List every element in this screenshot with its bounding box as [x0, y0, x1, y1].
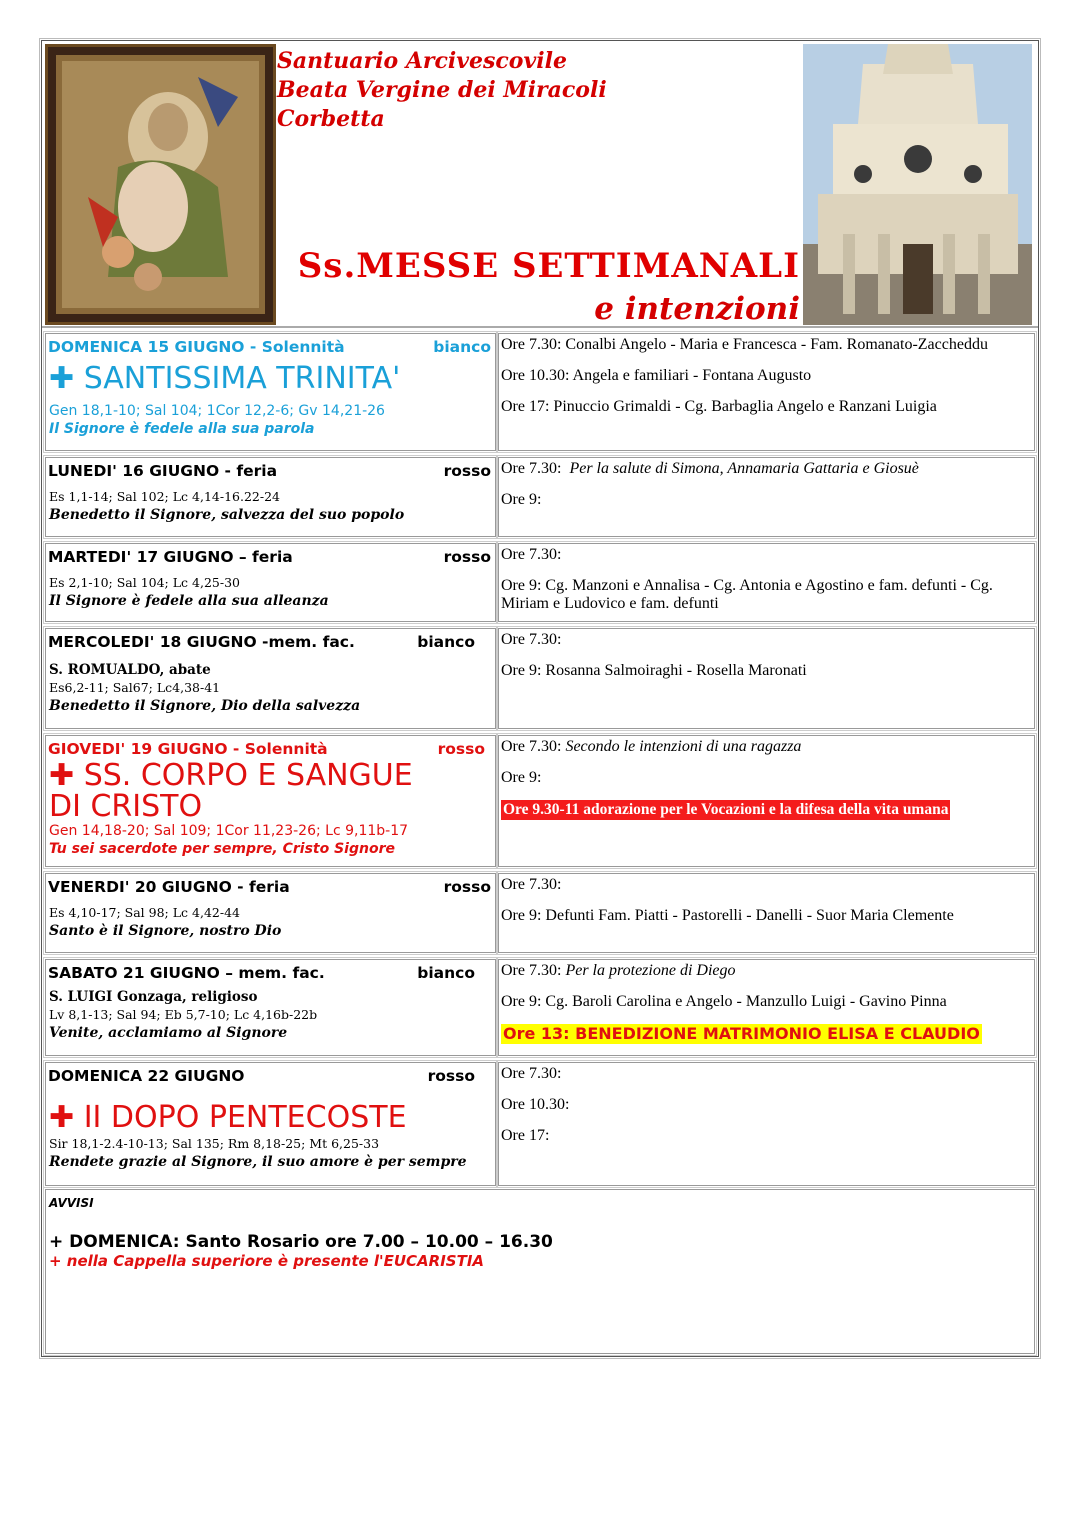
- notices-box: [45, 1189, 1035, 1354]
- mass-line: Ore 9: Cg. Baroli Carolina e Angelo - Manzullo Luigi - Gavino Pinna: [501, 993, 947, 1010]
- mass-line: Ore 7.30: Conalbi Angelo - Maria e Francesca - Fam. Romanato-Zaccheddu: [501, 336, 988, 353]
- mass-line: Ore 9: Rosanna Salmoiraghi - Rosella Maronati: [501, 662, 807, 679]
- mass-cell: [498, 457, 1035, 537]
- cross-icon: ✚: [49, 1100, 75, 1135]
- day-heading: DOMENICA 15 GIUGNO - Solennità bianco: [48, 338, 491, 356]
- page-subtitle: e intenzioni: [594, 291, 800, 327]
- day-cell: [45, 333, 496, 451]
- mass-cell: [498, 873, 1035, 953]
- day-heading: MERCOLEDI' 18 GIUGNO -mem. fac. bianco: [48, 633, 475, 651]
- church-photo: [803, 44, 1032, 325]
- feast-title: ✚ SS. CORPO E SANGUE DI CRISTO: [49, 758, 413, 824]
- day-heading: LUNEDI' 16 GIUGNO - feria rosso: [48, 462, 491, 480]
- mass-line: Ore 7.30:: [501, 631, 562, 648]
- page-frame: [41, 40, 1039, 1357]
- table-row: [42, 1059, 1038, 1189]
- painting-image: [45, 44, 276, 325]
- readings: Es 2,1-10; Sal 104; Lc 4,25-30: [49, 575, 240, 590]
- day-cell: [45, 735, 496, 867]
- mass-line: Ore 7.30:: [501, 546, 562, 563]
- feast-title: ✚ SANTISSIMA TRINITA': [49, 361, 401, 396]
- liturgical-color: rosso: [443, 462, 491, 480]
- liturgical-color: rosso: [437, 740, 485, 758]
- mass-line: Ore 7.30: Per la salute di Simona, Annamaria Gattaria e Giosuè: [501, 460, 919, 477]
- readings: Es6,2-11; Sal67; Lc4,38-41: [49, 680, 221, 695]
- table-row: [42, 732, 1038, 870]
- day-cell: [45, 457, 496, 537]
- mass-line: Ore 9:: [501, 491, 542, 508]
- mass-line: Ore 7.30:: [501, 876, 562, 893]
- saint-name: S. ROMUALDO, abate: [49, 662, 211, 678]
- eucharist-notice: + nella Cappella superiore è presente l'EUCARISTIA: [49, 1252, 485, 1270]
- day-cell: [45, 873, 496, 953]
- mass-cell: [498, 543, 1035, 622]
- rosary-notice: + DOMENICA: Santo Rosario ore 7.00 – 10.00 – 16.30: [49, 1232, 553, 1252]
- readings: Lv 8,1-13; Sal 94; Eb 5,7-10; Lc 4,16b-22b: [49, 1007, 318, 1022]
- readings: Es 1,1-14; Sal 102; Lc 4,14-16.22-24: [49, 489, 280, 504]
- liturgical-color: rosso: [443, 878, 491, 896]
- motto: Santo è il Signore, nostro Dio: [49, 923, 282, 939]
- liturgical-color: bianco: [417, 633, 475, 651]
- feast-title: ✚ II DOPO PENTECOSTE: [49, 1100, 407, 1135]
- adoration-notice: Ore 9.30-11 adorazione per le Vocazioni e la difesa della vita umana: [503, 801, 949, 818]
- mass-line: Ore 7.30: Per la protezione di Diego: [501, 962, 736, 979]
- readings: Es 4,10-17; Sal 98; Lc 4,42-44: [49, 905, 240, 920]
- page-title: Ss.MESSE SETTIMANALI: [297, 246, 800, 286]
- day-heading: DOMENICA 22 GIUGNO rosso: [48, 1067, 475, 1085]
- mass-cell: [498, 628, 1035, 729]
- motto: Tu sei sacerdote per sempre, Cristo Signore: [49, 841, 395, 857]
- mass-line: Ore 7.30:: [501, 1065, 562, 1082]
- mass-cell: [498, 1062, 1035, 1186]
- day-heading: GIOVEDI' 19 GIUGNO - Solennità rosso: [48, 740, 485, 758]
- day-heading: MARTEDI' 17 GIUGNO – feria rosso: [48, 548, 491, 566]
- mass-line: Ore 9: Cg. Manzoni e Annalisa - Cg. Antonia e Agostino e fam. defunti - Cg. Miriam e Ludovico e fam. defunti: [501, 577, 993, 612]
- day-cell: [45, 959, 496, 1056]
- day-cell: [45, 1062, 496, 1186]
- mass-cell: [498, 735, 1035, 867]
- day-heading: VENERDI' 20 GIUGNO - feria rosso: [48, 878, 491, 896]
- table-row: [42, 454, 1038, 540]
- mass-line: Ore 10.30: Angela e familiari - Fontana Augusto: [501, 367, 812, 384]
- saint-name: S. LUIGI Gonzaga, religioso: [49, 989, 258, 1005]
- liturgical-color: rosso: [443, 548, 491, 566]
- day-cell: [45, 543, 496, 622]
- table-row: [42, 330, 1038, 454]
- mass-line: Ore 10.30:: [501, 1096, 570, 1113]
- cross-icon: ✚: [49, 758, 75, 793]
- header: [42, 41, 1038, 328]
- table-row: [42, 540, 1038, 625]
- table-row: [42, 870, 1038, 956]
- readings: Sir 18,1-2.4-10-13; Sal 135; Rm 8,18-25; Mt 6,25-33: [49, 1136, 380, 1151]
- org-line-2: Beata Vergine dei Miracoli: [277, 77, 607, 103]
- org-line-1: Santuario Arcivescovile: [277, 48, 567, 74]
- notices-title: AVVISI: [49, 1196, 94, 1210]
- motto: Rendete grazie al Signore, il suo amore è per sempre: [49, 1154, 467, 1170]
- mass-line: Ore 17: Pinuccio Grimaldi - Cg. Barbaglia Angelo e Ranzani Luigia: [501, 398, 937, 415]
- liturgical-color: rosso: [427, 1067, 475, 1085]
- mass-cell: [498, 959, 1035, 1056]
- cross-icon: ✚: [49, 361, 75, 396]
- motto: Benedetto il Signore, Dio della salvezza: [49, 698, 361, 714]
- table-row: [42, 625, 1038, 732]
- sanctuary-name: [277, 47, 607, 134]
- mass-cell: [498, 333, 1035, 451]
- mass-line: Ore 9:: [501, 769, 542, 786]
- mass-line: Ore 9: Defunti Fam. Piatti - Pastorelli - Danelli - Suor Maria Clemente: [501, 907, 954, 924]
- mass-line: Ore 17:: [501, 1127, 550, 1144]
- table-row: [42, 956, 1038, 1059]
- motto: Il Signore è fedele alla sua parola: [49, 421, 315, 437]
- mass-line: Ore 7.30: Secondo le intenzioni di una ragazza: [501, 738, 802, 755]
- day-heading: SABATO 21 GIUGNO – mem. fac. bianco: [48, 964, 475, 982]
- wedding-notice: Ore 13: BENEDIZIONE MATRIMONIO ELISA E CLAUDIO: [503, 1024, 980, 1043]
- readings: Gen 18,1-10; Sal 104; 1Cor 12,2-6; Gv 14,21-26: [49, 403, 385, 419]
- motto: Venite, acclamiamo al Signore: [49, 1025, 288, 1041]
- readings: Gen 14,18-20; Sal 109; 1Cor 11,23-26; Lc 9,11b-17: [49, 823, 409, 839]
- motto: Benedetto il Signore, salvezza del suo popolo: [49, 507, 405, 523]
- motto: Il Signore è fedele alla sua alleanza: [49, 593, 329, 609]
- org-line-3: Corbetta: [277, 106, 385, 132]
- day-cell: [45, 628, 496, 729]
- liturgical-color: bianco: [433, 338, 491, 356]
- liturgical-color: bianco: [417, 964, 475, 982]
